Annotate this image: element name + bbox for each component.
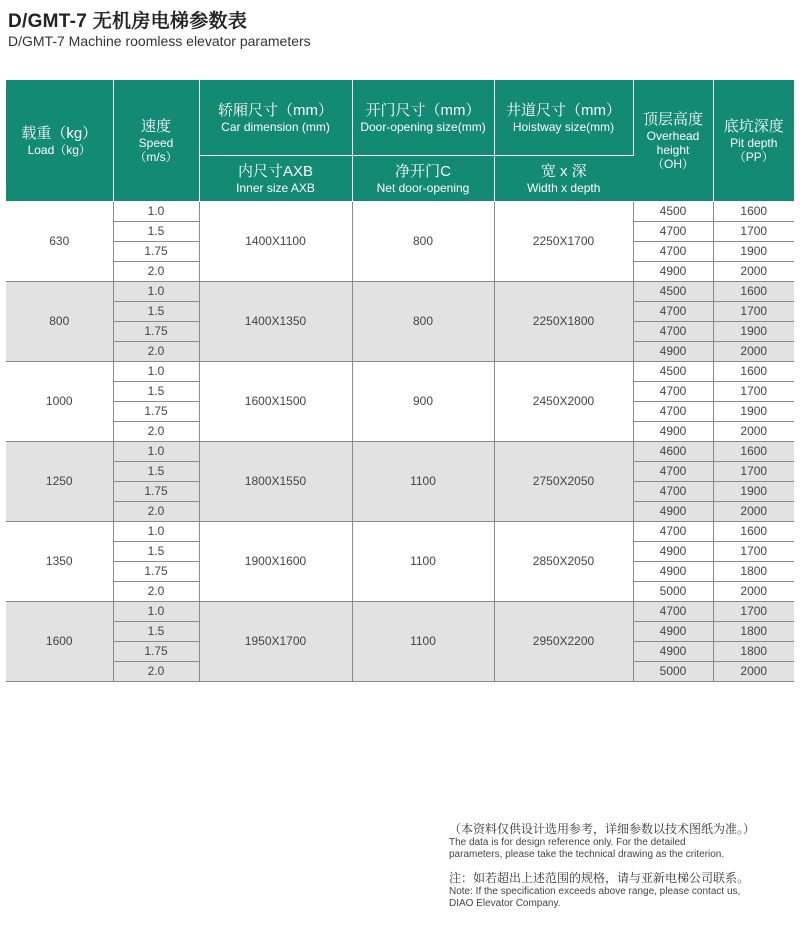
speed-cell: 1.75 bbox=[113, 402, 199, 422]
overhead-cell: 4900 bbox=[633, 622, 713, 642]
pit-depth-cell: 1700 bbox=[713, 542, 794, 562]
load-cell: 1250 bbox=[6, 442, 113, 522]
speed-cell: 1.75 bbox=[113, 242, 199, 262]
overhead-cell: 4700 bbox=[633, 522, 713, 542]
header-car-sub-en: Inner size AXB bbox=[236, 180, 315, 195]
door-opening-cell: 900 bbox=[352, 362, 494, 442]
car-dimension-cell: 1950X1700 bbox=[199, 602, 352, 682]
car-dimension-cell: 1800X1550 bbox=[199, 442, 352, 522]
car-dimension-cell: 1600X1500 bbox=[199, 362, 352, 442]
header-speed bbox=[113, 80, 199, 202]
speed-cell: 1.75 bbox=[113, 322, 199, 342]
pit-depth-cell: 1900 bbox=[713, 322, 794, 342]
contact-note-en-1: Note: If the specification exceeds above range, please contact us, bbox=[449, 886, 741, 897]
overhead-cell: 4900 bbox=[633, 502, 713, 522]
hoistway-cell: 2250X1700 bbox=[494, 202, 633, 282]
table-row bbox=[6, 202, 794, 222]
header-door-cn: 开门尺寸（mm） bbox=[365, 101, 481, 119]
speed-cell: 1.5 bbox=[113, 462, 199, 482]
header-door-opening bbox=[352, 80, 494, 156]
pit-depth-cell: 1700 bbox=[713, 222, 794, 242]
car-dimension-cell: 1900X1600 bbox=[199, 522, 352, 602]
page-subtitle: D/GMT-7 Machine roomless elevator parameters bbox=[8, 33, 311, 49]
overhead-cell: 4600 bbox=[633, 442, 713, 462]
header-hoist-sub bbox=[494, 156, 633, 202]
page-title: D/GMT-7 无机房电梯参数表 bbox=[8, 11, 248, 32]
header-hoist-sub-cn: 宽 x 深 bbox=[540, 162, 587, 180]
speed-cell: 1.75 bbox=[113, 482, 199, 502]
speed-cell: 1.0 bbox=[113, 442, 199, 462]
pit-depth-cell: 1600 bbox=[713, 362, 794, 382]
pit-depth-cell: 2000 bbox=[713, 422, 794, 442]
header-speed-cn: 速度 bbox=[140, 117, 171, 135]
speed-cell: 1.75 bbox=[113, 562, 199, 582]
header-load-cn: 载重（kg） bbox=[21, 124, 98, 142]
overhead-cell: 4900 bbox=[633, 542, 713, 562]
elevator-parameters-table bbox=[6, 80, 794, 682]
overhead-cell: 5000 bbox=[633, 582, 713, 602]
pit-depth-cell: 1900 bbox=[713, 402, 794, 422]
speed-cell: 2.0 bbox=[113, 262, 199, 282]
contact-note-en-2: DIAO Elevator Company. bbox=[449, 898, 561, 909]
header-oh-cn: 顶层高度 bbox=[642, 110, 703, 128]
header-oh-unit: （OH） bbox=[651, 156, 694, 171]
overhead-cell: 4700 bbox=[633, 402, 713, 422]
header-hoistway bbox=[494, 80, 633, 156]
speed-cell: 1.5 bbox=[113, 302, 199, 322]
speed-cell: 1.5 bbox=[113, 542, 199, 562]
table-row bbox=[6, 282, 794, 302]
door-opening-cell: 1100 bbox=[352, 522, 494, 602]
reference-note-cn: （本资料仅供设计选用参考，详细参数以技术图纸为准。） bbox=[449, 822, 756, 836]
reference-note-en-2: parameters, please take the technical drawing as the criterion. bbox=[449, 849, 725, 860]
pit-depth-cell: 1700 bbox=[713, 602, 794, 622]
pit-depth-cell: 1600 bbox=[713, 522, 794, 542]
footnotes bbox=[449, 822, 794, 910]
header-load bbox=[6, 80, 113, 202]
header-pp-en: Pit depth bbox=[730, 135, 778, 150]
speed-cell: 1.0 bbox=[113, 522, 199, 542]
pit-depth-cell: 2000 bbox=[713, 502, 794, 522]
overhead-cell: 4500 bbox=[633, 362, 713, 382]
header-door-sub-en: Net door-opening bbox=[376, 180, 470, 195]
speed-cell: 1.5 bbox=[113, 222, 199, 242]
header-load-en: Load（kg） bbox=[27, 142, 91, 157]
pit-depth-cell: 1700 bbox=[713, 462, 794, 482]
load-cell: 1600 bbox=[6, 602, 113, 682]
speed-cell: 1.75 bbox=[113, 642, 199, 662]
header-car-sub bbox=[199, 156, 352, 202]
pit-depth-cell: 2000 bbox=[713, 662, 794, 682]
header-car-cn: 轿厢尺寸（mm） bbox=[218, 101, 333, 119]
door-opening-cell: 800 bbox=[352, 282, 494, 362]
header-speed-unit: （m/s） bbox=[134, 149, 178, 164]
overhead-cell: 4900 bbox=[633, 642, 713, 662]
pit-depth-cell: 1700 bbox=[713, 302, 794, 322]
speed-cell: 1.0 bbox=[113, 362, 199, 382]
speed-cell: 1.0 bbox=[113, 202, 199, 222]
hoistway-cell: 2750X2050 bbox=[494, 442, 633, 522]
speed-cell: 1.0 bbox=[113, 602, 199, 622]
overhead-cell: 4900 bbox=[633, 562, 713, 582]
hoistway-cell: 2450X2000 bbox=[494, 362, 633, 442]
header-car-dimension bbox=[199, 80, 352, 156]
speed-cell: 1.0 bbox=[113, 282, 199, 302]
car-dimension-cell: 1400X1350 bbox=[199, 282, 352, 362]
overhead-cell: 4700 bbox=[633, 482, 713, 502]
speed-cell: 2.0 bbox=[113, 662, 199, 682]
pit-depth-cell: 1700 bbox=[713, 382, 794, 402]
overhead-cell: 5000 bbox=[633, 662, 713, 682]
pit-depth-cell: 1900 bbox=[713, 482, 794, 502]
overhead-cell: 4500 bbox=[633, 202, 713, 222]
load-cell: 800 bbox=[6, 282, 113, 362]
table-row bbox=[6, 522, 794, 542]
header-car-en: Car dimension (mm) bbox=[221, 119, 330, 134]
header-door-sub bbox=[352, 156, 494, 202]
speed-cell: 1.5 bbox=[113, 382, 199, 402]
pit-depth-cell: 1600 bbox=[713, 282, 794, 302]
car-dimension-cell: 1400X1100 bbox=[199, 202, 352, 282]
overhead-cell: 4900 bbox=[633, 262, 713, 282]
load-cell: 1000 bbox=[6, 362, 113, 442]
header-oh-en2: height bbox=[656, 142, 690, 157]
pit-depth-cell: 1900 bbox=[713, 242, 794, 262]
speed-cell: 2.0 bbox=[113, 342, 199, 362]
pit-depth-cell: 1600 bbox=[713, 442, 794, 462]
overhead-cell: 4700 bbox=[633, 462, 713, 482]
pit-depth-cell: 1800 bbox=[713, 622, 794, 642]
speed-cell: 2.0 bbox=[113, 502, 199, 522]
load-cell: 630 bbox=[6, 202, 113, 282]
overhead-cell: 4700 bbox=[633, 382, 713, 402]
header-hoist-en: Hoistway size(mm) bbox=[512, 119, 615, 134]
header-door-en: Door-opening size(mm) bbox=[360, 119, 486, 134]
header-door-sub-cn: 净开门C bbox=[395, 162, 451, 180]
header-pp-cn: 底坑深度 bbox=[723, 117, 784, 135]
overhead-cell: 4900 bbox=[633, 422, 713, 442]
speed-cell: 2.0 bbox=[113, 422, 199, 442]
door-opening-cell: 1100 bbox=[352, 442, 494, 522]
overhead-cell: 4700 bbox=[633, 602, 713, 622]
pit-depth-cell: 2000 bbox=[713, 342, 794, 362]
header-speed-en: Speed bbox=[138, 135, 174, 150]
header-pp-unit: （PP） bbox=[733, 149, 774, 164]
door-opening-cell: 800 bbox=[352, 202, 494, 282]
pit-depth-cell: 1800 bbox=[713, 562, 794, 582]
speed-cell: 1.5 bbox=[113, 622, 199, 642]
hoistway-cell: 2250X1800 bbox=[494, 282, 633, 362]
load-cell: 1350 bbox=[6, 522, 113, 602]
header-pit-depth bbox=[713, 80, 794, 202]
table-row bbox=[6, 602, 794, 622]
speed-cell: 2.0 bbox=[113, 582, 199, 602]
table-row bbox=[6, 362, 794, 382]
hoistway-cell: 2950X2200 bbox=[494, 602, 633, 682]
contact-note-cn: 注：如若超出上述范围的规格，请与亚新电梯公司联系。 bbox=[449, 871, 750, 885]
overhead-cell: 4900 bbox=[633, 342, 713, 362]
overhead-cell: 4700 bbox=[633, 242, 713, 262]
table-body bbox=[6, 202, 794, 682]
header-oh-en1: Overhead bbox=[646, 128, 700, 143]
pit-depth-cell: 2000 bbox=[713, 582, 794, 602]
hoistway-cell: 2850X2050 bbox=[494, 522, 633, 602]
header-hoist-cn: 井道尺寸（mm） bbox=[506, 101, 621, 119]
header-car-sub-cn: 内尺寸AXB bbox=[237, 162, 313, 180]
overhead-cell: 4700 bbox=[633, 322, 713, 342]
pit-depth-cell: 1600 bbox=[713, 202, 794, 222]
overhead-cell: 4500 bbox=[633, 282, 713, 302]
pit-depth-cell: 1800 bbox=[713, 642, 794, 662]
header-overhead-height bbox=[633, 80, 713, 202]
pit-depth-cell: 2000 bbox=[713, 262, 794, 282]
table-row bbox=[6, 442, 794, 462]
overhead-cell: 4700 bbox=[633, 222, 713, 242]
door-opening-cell: 1100 bbox=[352, 602, 494, 682]
reference-note-en-1: The data is for design reference only. For the detailed bbox=[449, 837, 686, 848]
header-hoist-sub-en: Width x depth bbox=[527, 180, 601, 195]
overhead-cell: 4700 bbox=[633, 302, 713, 322]
